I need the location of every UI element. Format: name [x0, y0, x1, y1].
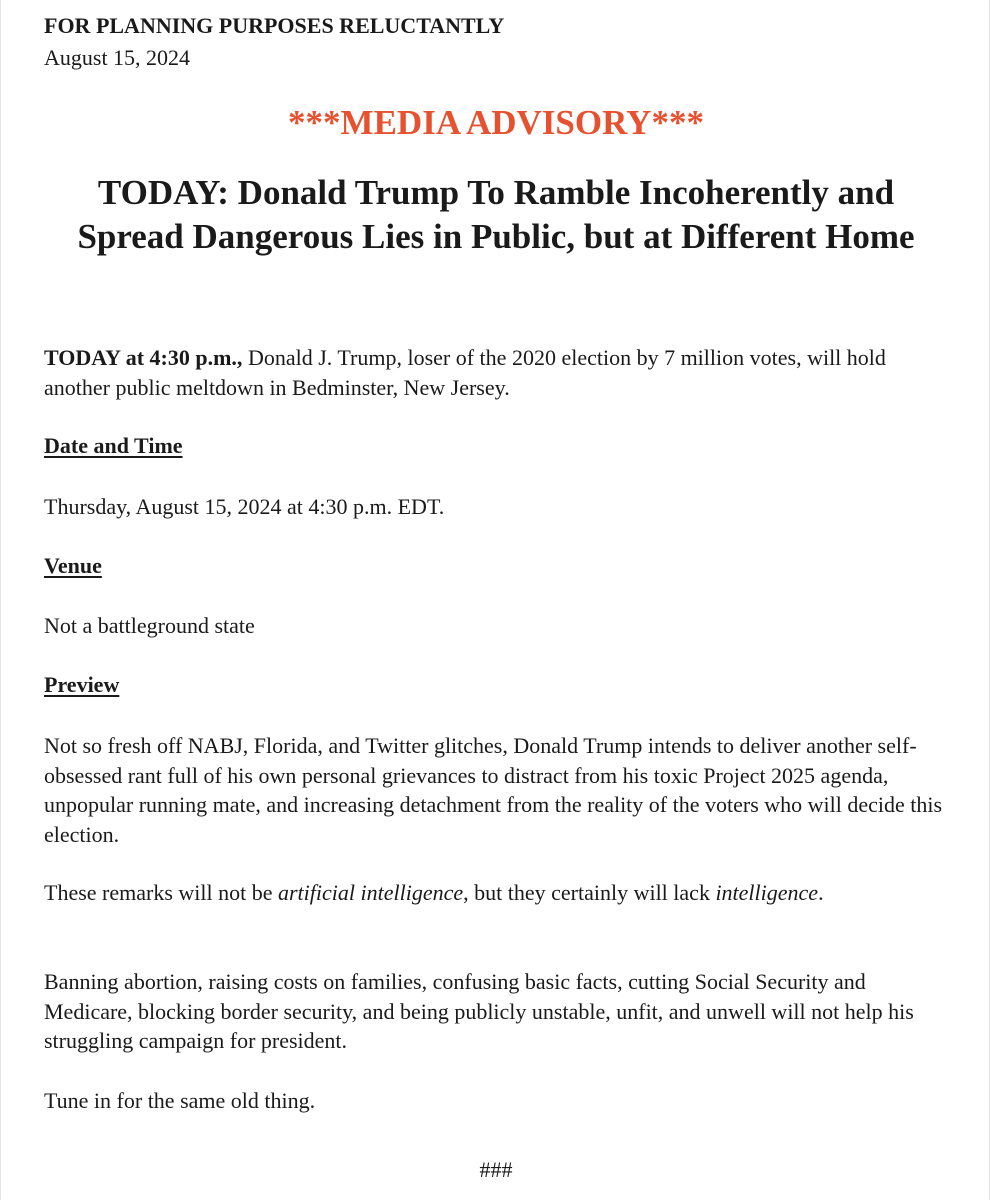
lede-text: Donald J. Trump, loser of the 2020 election by 7 million votes, will hold another public meltdown in Bedminster, New Jersey.	[44, 345, 886, 400]
preview-paragraph-2	[44, 878, 949, 908]
end-mark: ###	[479, 1157, 513, 1182]
preview-heading: Preview	[44, 672, 120, 697]
preview-paragraph-3: Banning abortion, raising costs on families, confusing basic facts, cutting Social Security and Medicare, blocking border security, and being publicly unstable, unfit, and unwell will not help his struggling campaign for president.	[44, 969, 914, 1053]
release-date: August 15, 2024	[44, 45, 191, 70]
venue-heading: Venue	[44, 553, 102, 578]
lede-time: TODAY at 4:30 p.m.,	[44, 345, 243, 370]
date-time-heading: Date and Time	[44, 433, 183, 458]
media-advisory-banner: ***MEDIA ADVISORY***	[288, 103, 704, 142]
planning-label: FOR PLANNING PURPOSES RELUCTANTLY	[44, 13, 505, 38]
headline: TODAY: Donald Trump To Ramble Incoherently and Spread Dangerous Lies in Public, but at Different Home	[77, 173, 915, 256]
preview-p2-part3: .	[818, 880, 824, 905]
preview-p2-italic1: artificial intelligence	[278, 880, 464, 905]
preview-p2-part1: These remarks will not be	[44, 880, 278, 905]
lede-paragraph	[44, 343, 949, 402]
venue-body: Not a battleground state	[44, 613, 255, 638]
date-time-body: Thursday, August 15, 2024 at 4:30 p.m. EDT.	[44, 494, 445, 519]
preview-paragraph-4: Tune in for the same old thing.	[44, 1088, 316, 1113]
preview-paragraph-1: Not so fresh off NABJ, Florida, and Twitter glitches, Donald Trump intends to deliver another self-obsessed rant full of his own personal grievances to distract from his toxic Project 2025 agenda, unpopular running mate, and increasing detachment from the reality of the voters who will decide this election.	[44, 733, 943, 847]
preview-p2-part2: , but they certainly will lack	[463, 880, 716, 905]
preview-p2-italic2: intelligence	[715, 880, 819, 905]
